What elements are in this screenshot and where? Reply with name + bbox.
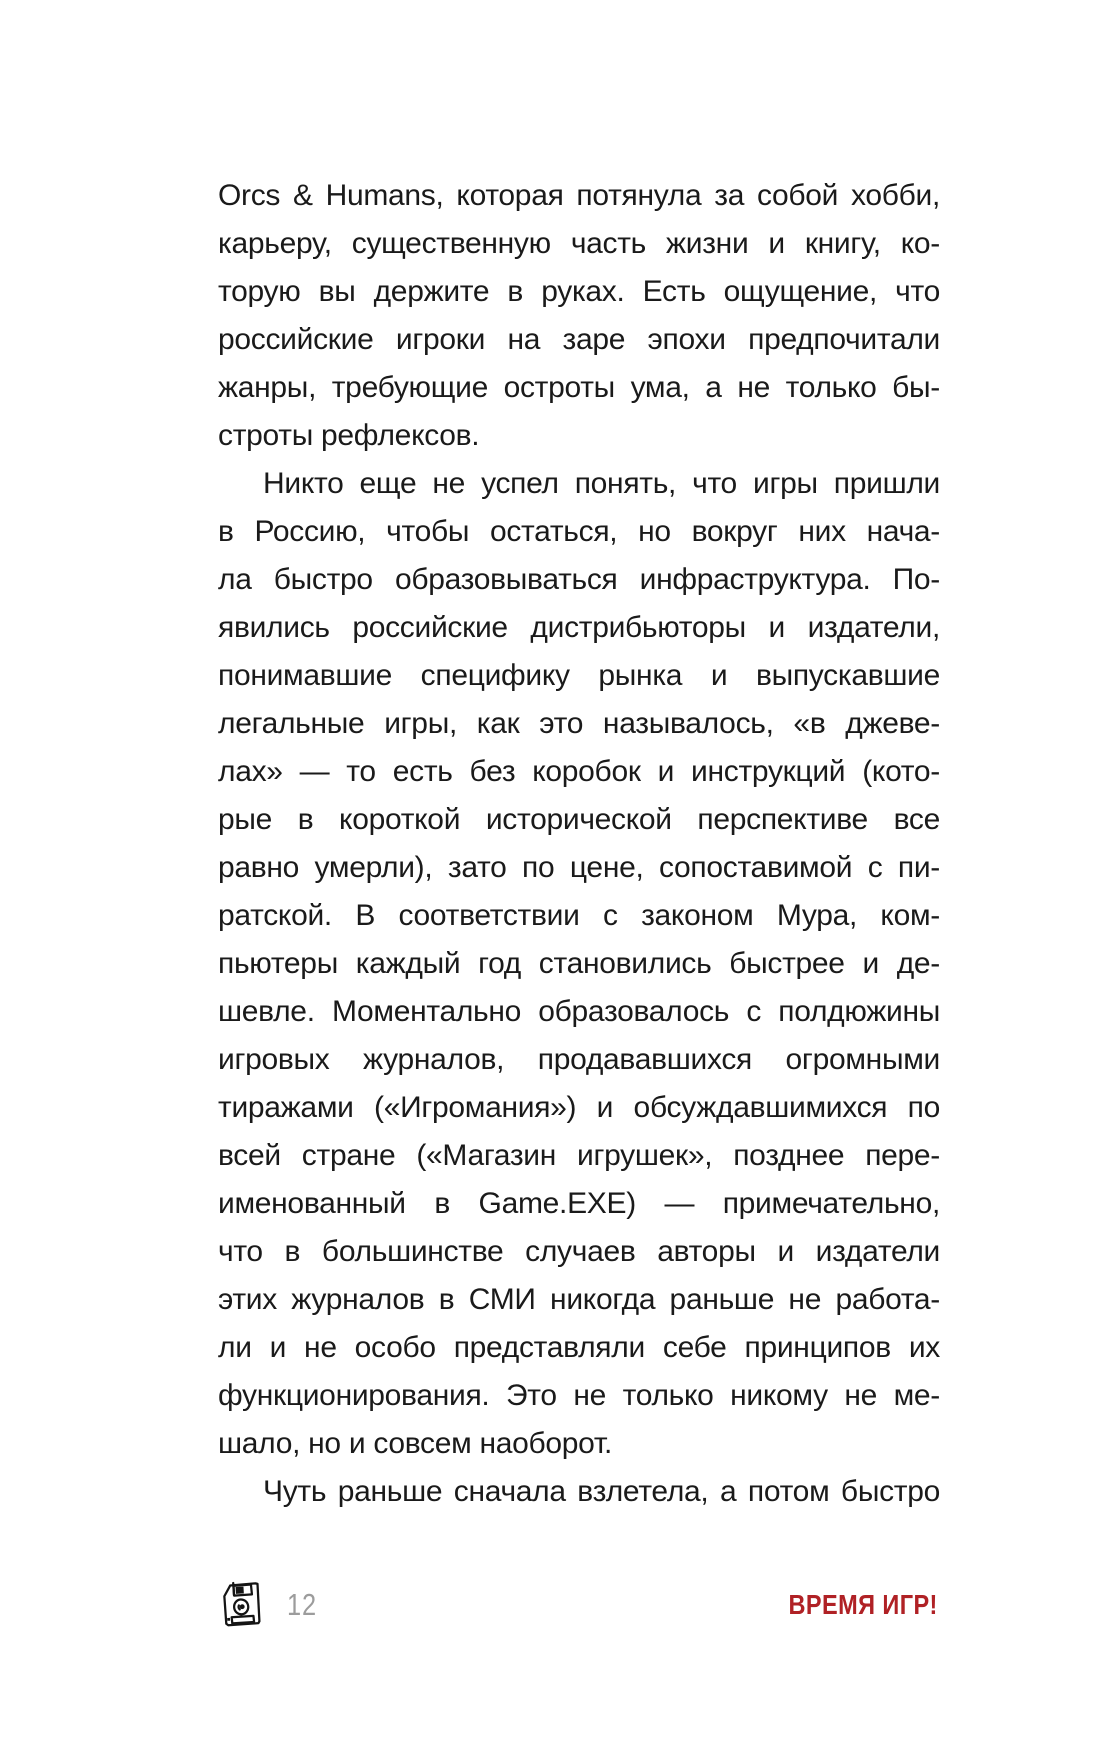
text-line: функционирования. Это не только никому не ме- bbox=[218, 1379, 940, 1412]
text-line: Никто еще не успел понять, что игры пришли bbox=[263, 467, 940, 500]
text-line: именованный в Game.EXE) — примечательно, bbox=[218, 1187, 940, 1220]
text-line: явились российские дистрибьюторы и издатели, bbox=[218, 611, 940, 644]
text-line: Чуть раньше сначала взлетела, а потом быстро bbox=[263, 1475, 940, 1508]
text-line: игровых журналов, продававшихся огромными bbox=[218, 1043, 940, 1076]
floppy-disk-icon bbox=[217, 1578, 265, 1631]
text-line: торую вы держите в руках. Есть ощущение, что bbox=[218, 275, 940, 308]
text-line: Orcs & Humans, которая потянула за собой хобби, bbox=[218, 179, 940, 212]
text-line: шевле. Моментально образовалось с полдюжины bbox=[218, 995, 940, 1028]
text-line: в Россию, чтобы остаться, но вокруг них нача- bbox=[218, 515, 940, 548]
text-line: карьеру, существенную часть жизни и книгу, ко- bbox=[218, 227, 940, 260]
text-line: равно умерли), зато по цене, сопоставимой с пи- bbox=[218, 851, 940, 884]
text-line: ла быстро образовываться инфраструктура. По- bbox=[218, 563, 940, 596]
running-title: ВРЕМЯ ИГР! bbox=[788, 1589, 938, 1620]
text-line: пьютеры каждый год становились быстрее и де- bbox=[218, 947, 940, 980]
text-line: легальные игры, как это называлось, «в джеве- bbox=[218, 707, 940, 740]
text-line: строты рефлексов. bbox=[218, 419, 480, 452]
text-line: жанры, требующие остроты ума, а не только бы- bbox=[218, 371, 940, 404]
text-line: ратской. В соответствии с законом Мура, ком- bbox=[218, 899, 940, 932]
text-line: лах» — то есть без коробок и инструкций (кото- bbox=[218, 755, 940, 788]
page-footer bbox=[218, 1574, 938, 1636]
text-line: российские игроки на заре эпохи предпочитали bbox=[218, 323, 940, 356]
text-line: этих журналов в СМИ никогда раньше не работа- bbox=[218, 1283, 940, 1316]
text-line: рые в короткой исторической перспективе все bbox=[218, 803, 940, 836]
text-block bbox=[218, 172, 940, 1516]
text-line: шало, но и совсем наоборот. bbox=[218, 1427, 613, 1460]
page-number: 12 bbox=[287, 1587, 317, 1622]
text-line: что в большинстве случаев авторы и издатели bbox=[218, 1235, 940, 1268]
text-line: ли и не особо представляли себе принципов их bbox=[218, 1331, 940, 1364]
text-line: тиражами («Игромания») и обсуждавшимихся по bbox=[218, 1091, 940, 1124]
text-line: всей стране («Магазин игрушек», позднее пере- bbox=[218, 1139, 940, 1172]
text-line: понимавшие специфику рынка и выпускавшие bbox=[218, 659, 940, 692]
